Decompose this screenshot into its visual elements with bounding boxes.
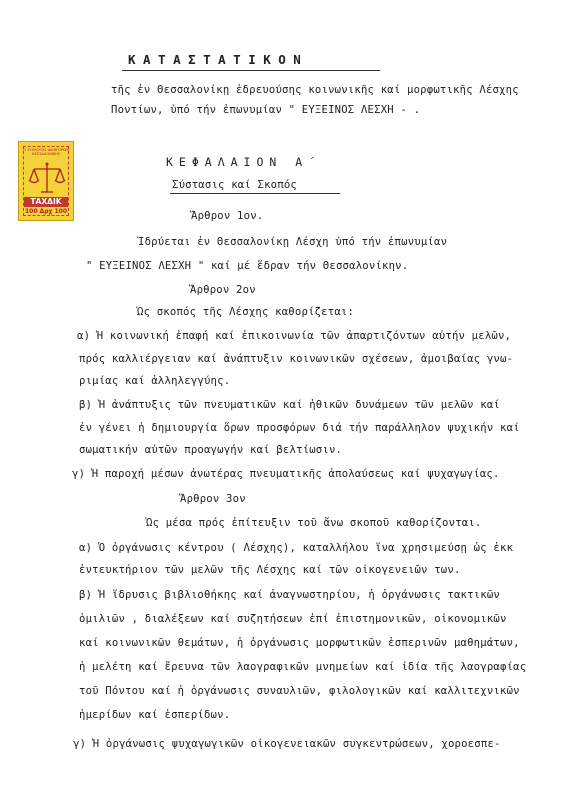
article-line: γ) Ἡ ὀργάνωσις ψυχαγωγικῶν οἰκογενειακῶν συγκεντρώσεων, χοροεσπε- <box>73 738 501 750</box>
article-line: γ) Ἡ παροχή μέσων ἀνωτέρας πνευματικῆς ἀπολαύσεως καί ψυχαγωγίας. <box>72 468 500 480</box>
chapter-subheading: Σύστασις καί Σκοπός <box>172 179 297 191</box>
article-heading: Ἄρθρον 2ον <box>190 284 256 296</box>
article-intro: Ὡς σκοπός τῆς Λέσχης καθορίζεται: <box>137 306 355 318</box>
stamp-brand: ΤΑΧΔΙΚ <box>24 197 68 207</box>
article-line: β) Ἡ ἀνάπτυξις τῶν πνευματικῶν καί ἠθικῶν δυνάμεων τῶν μελῶν καί <box>79 399 500 411</box>
article-line: ὁμιλιῶν , διαλέξεων καί συζητήσεων ἐπί ἐπιστημονικῶν, οἰκονομικῶν <box>79 613 507 625</box>
article-intro: Ὡς μέσα πρός ἐπίτευξιν τοῦ ἄνω σκοποῦ καθορίζονται. <box>146 517 482 529</box>
article-line: α) Ἡ κοινωνική ἐπαφή καί ἐπικοινωνία τῶν ἀπαρτιζόντων αὐτήν μελῶν, <box>77 330 512 342</box>
intro-line: Ποντίων, ὑπό τήν ἐπωνυμίαν " ΕΥΞΕΙΝΟΣ ΛΕΣΧΗ - . <box>111 104 421 116</box>
stamp-seal-text: Ο ΣΥΛΛΟΓΟΣ ΔΙΚΗΓΟΡΩΝ ΘΕΣΣΑΛΟΝΙΚΗΣ <box>23 148 69 157</box>
article-line: πρός καλλιέργειαν καί ἀνάπτυξιν κοινωνικῶν σχέσεων, ἀμοιβαίας γνω- <box>79 353 514 365</box>
article-line: " ΕΥΞΕΙΝΟΣ ΛΕΣΧΗ " καί μέ ἕδραν τήν Θεσσαλονίκην. <box>86 260 409 272</box>
article-heading: Ἄρθρον 3ον <box>180 493 246 505</box>
article-line: ἐν γένει ἡ δημιουργία ὅρων προσφόρων διά τήν παράλληλον ψυχικήν καί <box>79 422 520 434</box>
article-line: ἡμερίδων καί ἑσπερίδων. <box>79 709 231 721</box>
article-heading: Ἄρθρον 1ον. <box>191 210 264 222</box>
article-line: ριμίας καί ἀλληλεγγύης. <box>79 375 231 387</box>
document-title: ΚΑΤΑΣΤΑΤΙΚΟΝ <box>128 52 309 67</box>
article-line: ἡ μελέτη καί ἔρευνα τῶν λαογραφικῶν μνημείων καί ἰδία τῆς λαογραφίας <box>79 661 527 673</box>
stamp-value: 100 Δρχ 100 <box>24 208 68 215</box>
revenue-stamp <box>18 141 74 221</box>
chapter-heading: ΚΕΦΑΛΑΙΟΝ Α΄ <box>166 155 322 169</box>
article-line: Ἱδρύεται ἐν Θεσσαλονίκῃ Λέσχη ὑπό τήν ἐπωνυμίαν <box>138 236 448 248</box>
article-line: τοῦ Πόντου καί ἡ ὀργάνωσις συναυλιῶν, φιλολογικῶν καί καλλιτεχνικῶν <box>79 685 520 697</box>
article-line: α) Ὁ ὀργάνωσις κέντρου ( Λέσχης), καταλλήλου ἵνα χρησιμεύσῃ ὡς ἐκκ <box>79 542 514 554</box>
article-line: ἐντευκτήριον τῶν μελῶν τῆς Λέσχης καί τῶν οἰκογενειῶν των. <box>79 564 461 576</box>
article-line: β) Ἡ ἵδρυσις βιβλιοθήκης καί ἀναγνωστηρίου, ἡ ὀργάνωσις τακτικῶν <box>79 589 500 601</box>
article-line: σωματικήν αὐτῶν προαγωγήν καί βελτίωσιν. <box>79 444 343 456</box>
title-underline <box>122 70 380 71</box>
subheading-underline <box>170 193 340 194</box>
article-line: καί κοινωνικῶν θεμάτων, ἡ ὀργάνωσις μορφωτικῶν ἑσπερινῶν μαθημάτων, <box>79 637 520 649</box>
intro-line: τῆς ἐν Θεσσαλονίκῃ ἑδρευούσης κοινωνικῆς καί μορφωτικῆς Λέσχης <box>111 84 519 96</box>
